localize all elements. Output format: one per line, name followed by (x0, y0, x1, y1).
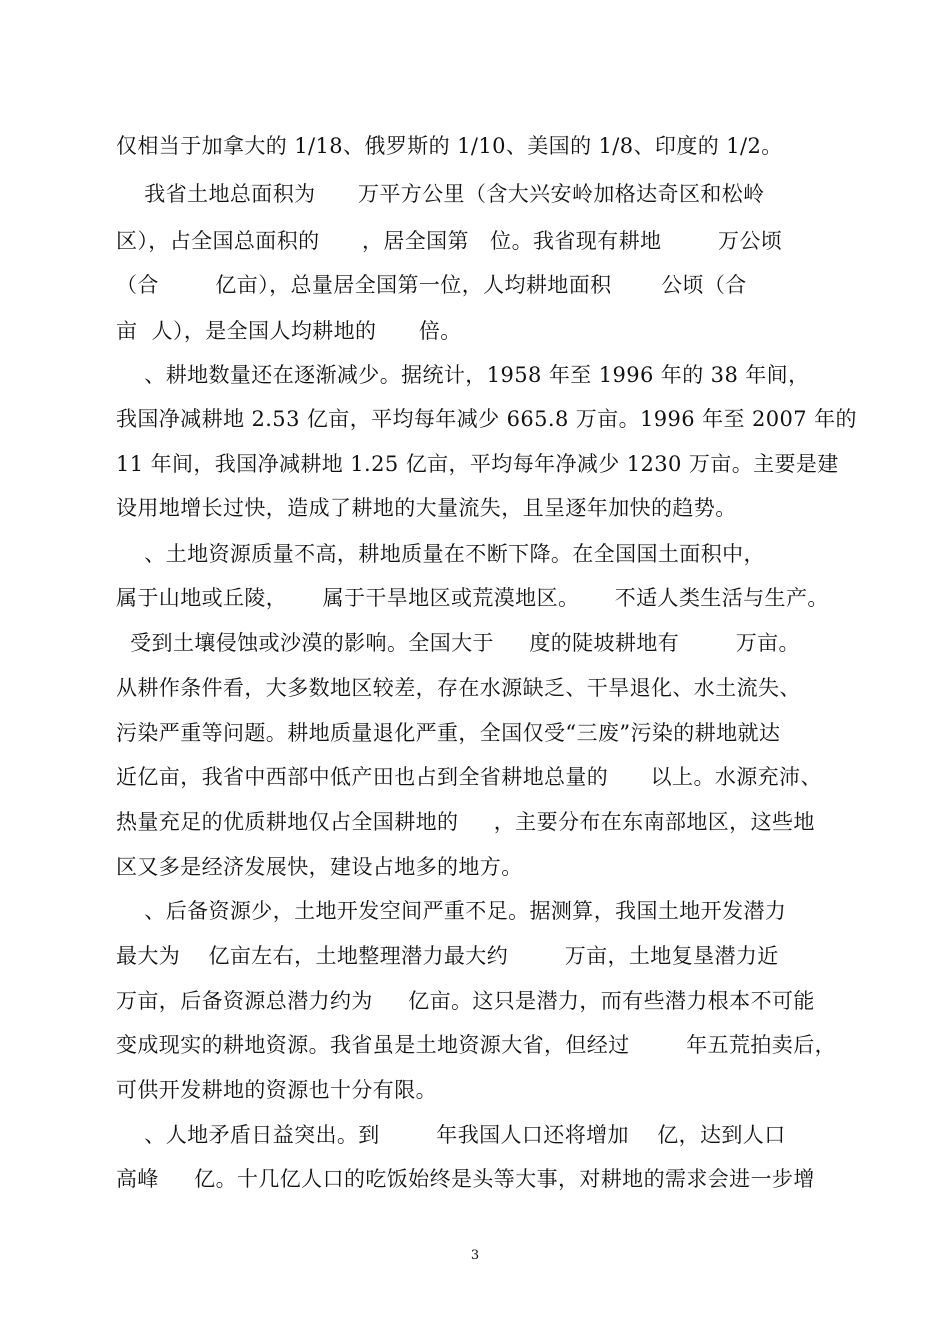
text-line: 11 年间，我国净减耕地 1.25 亿亩，平均每年净减少 1230 万亩。主要是建 (116, 452, 839, 476)
text-line: 最大为 亿亩左右，土地整理潜力最大约 万亩，土地复垦潜力近 (116, 944, 779, 968)
text-line: 属于山地或丘陵， 属于干旱地区或荒漠地区。 不适人类生活与生产。 (116, 586, 829, 610)
text-line: 我省土地总面积为 万平方公里（含大兴安岭加格达奇区和松岭 (116, 182, 765, 206)
text-line: 污染严重等问题。耕地质量退化严重，全国仅受“三废”污染的耕地就达 (116, 721, 781, 745)
text-line: 受到土壤侵蚀或沙漠的影响。全国大于 度的陡坡耕地有 万亩。 (116, 631, 800, 655)
text-line: （合 亿亩），总量居全国第一位，人均耕地面积 公顷（合 (116, 273, 747, 297)
text-line: 亩 人），是全国人均耕地的 倍。 (116, 319, 462, 343)
text-line: 设用地增长过快，造成了耕地的大量流失，且呈逐年加快的趋势。 (116, 496, 737, 520)
text-line: 、土地资源质量不高，耕地质量在不断下降。在全国国土面积中， (116, 542, 765, 566)
text-line: 万亩，后备资源总潜力约为 亿亩。这只是潜力，而有些潜力根本不可能 (116, 989, 815, 1013)
text-line: 从耕作条件看，大多数地区较差，存在水源缺乏、干旱退化、水土流失、 (116, 676, 801, 700)
text-line: 区又多是经济发展快，建设占地多的地方。 (116, 855, 523, 879)
text-line: 、后备资源少，土地开发空间严重不足。据测算，我国土地开发潜力 (116, 899, 787, 923)
text-line: 变成现实的耕地资源。我省虽是土地资源大省，但经过 年五荒拍卖后， (116, 1033, 836, 1057)
text-line: 我国净减耕地 2.53 亿亩，平均每年减少 665.8 万亩。1996 年至 2007 年的 (116, 407, 857, 431)
text-line: 、耕地数量还在逐渐减少。据统计，1958 年至 1996 年的 38 年间， (116, 363, 810, 387)
text-line: 高峰 亿。十几亿人口的吃饭始终是头等大事，对耕地的需求会进一步增 (116, 1167, 815, 1191)
text-line: 热量充足的优质耕地仅占全国耕地的 ，主要分布在东南部地区，这些地 (116, 810, 815, 834)
text-line: 可供开发耕地的资源也十分有限。 (116, 1078, 437, 1102)
text-line: 仅相当于加拿大的 1/18、俄罗斯的 1/10、美国的 1/8、印度的 1/2。 (116, 134, 783, 158)
text-line: 、人地矛盾日益突出。到 年我国人口还将增加 亿，达到人口 (116, 1123, 786, 1147)
text-line: 近亿亩，我省中西部中低产田也占到全省耕地总量的 以上。水源充沛、 (116, 765, 822, 789)
text-line: 区），占全国总面积的 ，居全国第 位。我省现有耕地 万公顷 (116, 229, 783, 253)
page-number: 3 (470, 1248, 480, 1263)
